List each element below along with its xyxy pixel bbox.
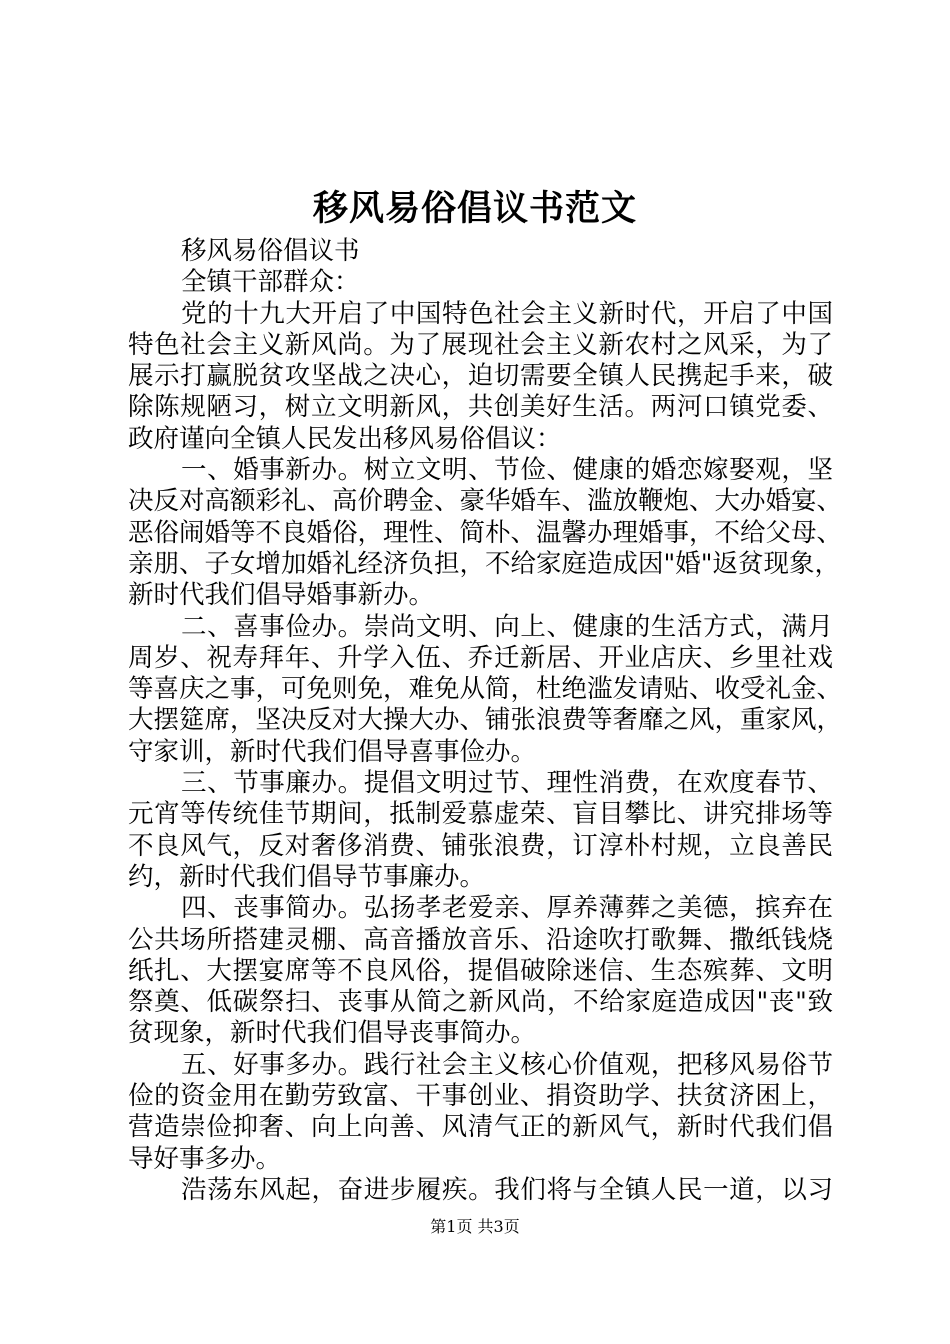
text-line: 二、喜事俭办。崇尚文明、向上、健康的生活方式，满月 <box>181 611 833 642</box>
text-line: 党的十九大开启了中国特色社会主义新时代，开启了中国 <box>181 298 833 329</box>
text-line: 公共场所搭建灵棚、高音播放音乐、沿途吹打歌舞、撒纸钱烧 <box>128 924 833 955</box>
text-line: 四、丧事简办。弘扬孝老爱亲、厚养薄葬之美德，摈弃在 <box>181 893 833 924</box>
text-line: 大摆筵席，坚决反对大操大办、铺张浪费等奢靡之风，重家风， <box>128 705 843 736</box>
text-line: 除陈规陋习，树立文明新风，共创美好生活。两河口镇党委、 <box>128 392 833 423</box>
text-line: 五、好事多办。践行社会主义核心价值观，把移风易俗节 <box>181 1049 833 1080</box>
text-line: 政府谨向全镇人民发出移风易俗倡议： <box>128 423 562 454</box>
text-line: 贫现象，新时代我们倡导丧事简办。 <box>128 1018 537 1049</box>
text-line: 展示打赢脱贫攻坚战之决心，迫切需要全镇人民携起手来，破 <box>128 361 833 392</box>
text-line: 守家训，新时代我们倡导喜事俭办。 <box>128 736 537 767</box>
text-line: 祭奠、低碳祭扫、丧事从简之新风尚，不给家庭造成因"丧"致 <box>128 987 833 1018</box>
text-line: 亲朋、子女增加婚礼经济负担，不给家庭造成因"婚"返贫现象， <box>128 548 840 579</box>
page-title: 移风易俗倡议书范文 <box>312 188 637 229</box>
text-line: 恶俗闹婚等不良婚俗，理性、简朴、温馨办理婚事，不给父母、 <box>128 517 843 548</box>
text-line: 元宵等传统佳节期间，抵制爱慕虚荣、盲目攀比、讲究排场等 <box>128 799 833 830</box>
text-line: 纸扎、大摆宴席等不良风俗，提倡破除迷信、生态殡葬、文明 <box>128 955 833 986</box>
text-line: 新时代我们倡导婚事新办。 <box>128 580 435 611</box>
text-line: 浩荡东风起，奋进步履疾。我们将与全镇人民一道，以习 <box>181 1174 833 1205</box>
text-line: 俭的资金用在勤劳致富、干事创业、捐资助学、扶贫济困上， <box>128 1081 833 1112</box>
text-line: 导好事多办。 <box>128 1143 282 1174</box>
text-line: 周岁、祝寿拜年、升学入伍、乔迁新居、开业店庆、乡里社戏 <box>128 642 833 673</box>
text-line: 决反对高额彩礼、高价聘金、豪华婚车、滥放鞭炮、大办婚宴、 <box>128 486 843 517</box>
text-line: 等喜庆之事，可免则免，难免从简，杜绝滥发请贴、收受礼金、 <box>128 674 843 705</box>
page-footer: 第1页 共3页 <box>430 1217 520 1236</box>
text-line: 不良风气，反对奢侈消费、铺张浪费，订淳朴村规，立良善民 <box>128 830 833 861</box>
text-line: 全镇干部群众： <box>181 267 360 298</box>
text-line: 约，新时代我们倡导节事廉办。 <box>128 861 486 892</box>
text-line: 移风易俗倡议书 <box>181 236 360 266</box>
text-line: 特色社会主义新风尚。为了展现社会主义新农村之风采，为了 <box>128 329 833 360</box>
text-line: 三、节事廉办。提倡文明过节、理性消费，在欢度春节、 <box>181 768 833 799</box>
document-body <box>128 236 843 1206</box>
text-line: 营造崇俭抑奢、向上向善、风清气正的新风气，新时代我们倡 <box>128 1112 833 1143</box>
text-line: 一、婚事新办。树立文明、节俭、健康的婚恋嫁娶观，坚 <box>181 455 833 486</box>
